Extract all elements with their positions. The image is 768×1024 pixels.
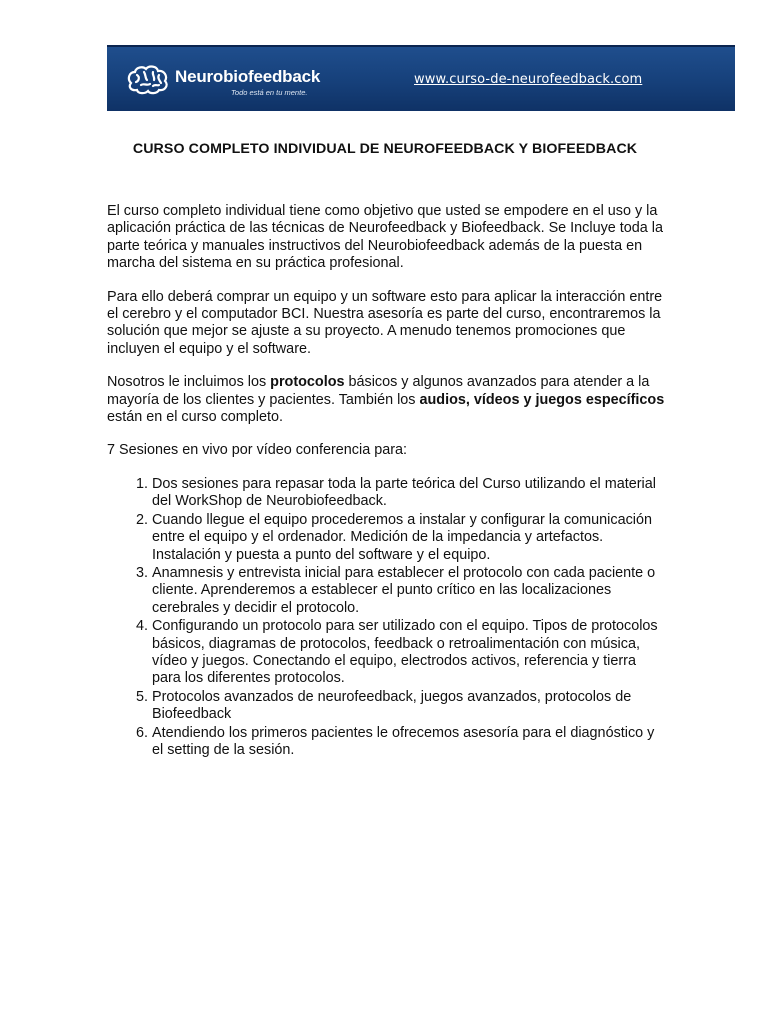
sessions-intro: 7 Sesiones en vivo por vídeo conferencia para: [107, 442, 407, 459]
intro-paragraph: El curso completo individual tiene como objetivo que usted se empodere en el uso y la aplicación práctica de las técnicas de Neurofeedback y Biofeedback. Se Incluye toda la parte teórica y manuales instructivos del Neurobiofeedback además de la puesta en marcha del sistema en su práctica profesional. [107, 203, 663, 272]
brand-name: Neurobiofeedback [175, 67, 321, 86]
list-item: 3. Anamnesis y entrevista inicial para establecer el protocolo con cada paciente o cliente. Aprenderemos a establecer el punto crítico en las localizaciones cerebrales y decidir el protocolo. [152, 565, 667, 617]
brain-icon [125, 63, 171, 95]
list-item: 4. Configurando un protocolo para ser utilizado con el equipo. Tipos de protocolos básicos, diagramas de protocolos, feedback o retroalimentación con música, vídeo y juegos. Conectando el equipo, electrodos activos, referencia y tierra para los diferentes protocolos. [152, 618, 667, 688]
list-item: 5. Protocolos avanzados de neurofeedback, juegos avanzados, protocolos de Biofeedback [152, 689, 667, 724]
sessions-list [107, 476, 667, 760]
equipment-paragraph: Para ello deberá comprar un equipo y un software esto para aplicar la interacción entre el cerebro y el computador BCI. Nuestra asesoría es parte del curso, encontraremos la solución que mejor se ajuste a su proyecto. A menudo tenemos promociones que incluyen el equipo y el software. [107, 288, 663, 357]
list-item: 6. Atendiendo los primeros pacientes le ofrecemos asesoría para el diagnóstico y el setting de la sesión. [152, 725, 667, 760]
website-link[interactable]: www.curso-de-neurofeedback.com [414, 72, 643, 87]
document-body [107, 203, 667, 760]
list-item: 1. Dos sesiones para repasar toda la parte teórica del Curso utilizando el material del WorkShop de Neurobiofeedback. [152, 476, 667, 511]
protocols-paragraph: Nosotros le incluimos los protocolos básicos y algunos avanzados para atender a la mayoría de los clientes y pacientes. También los audios, vídeos y juegos específicos están en el curso completo. [107, 374, 665, 426]
brand-tagline: Todo está en tu mente. [231, 88, 308, 97]
document-title: CURSO COMPLETO INDIVIDUAL DE NEUROFEEDBACK Y BIOFEEDBACK [132, 141, 638, 157]
header-banner [107, 45, 735, 111]
list-item: 2. Cuando llegue el equipo procederemos a instalar y configurar la comunicación entre el equipo y el ordenador. Medición de la impedancia y artefactos. Instalación y puesta a punto del software y el equipo. [152, 512, 667, 564]
